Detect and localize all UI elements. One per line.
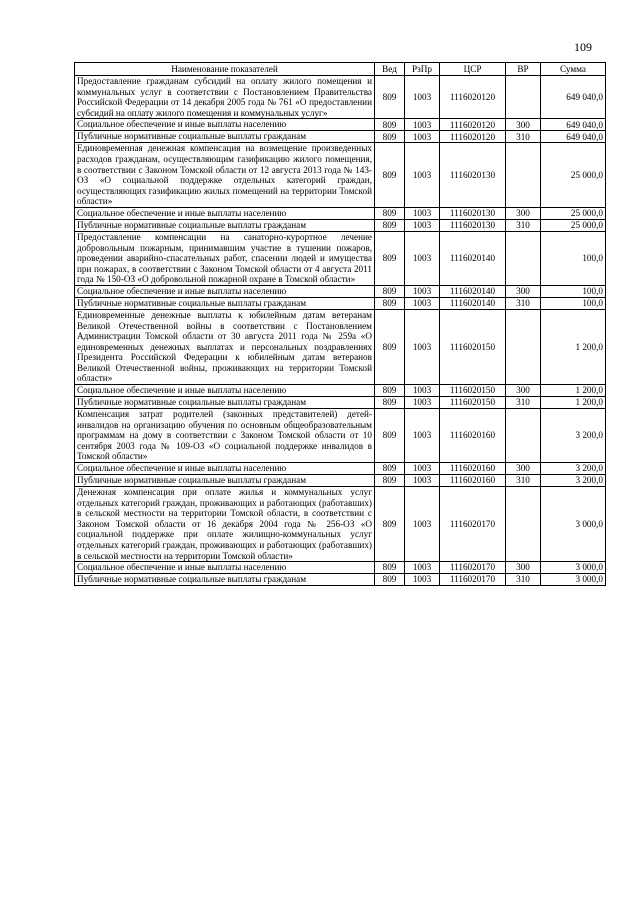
table-row xyxy=(75,207,606,219)
cell-name: Публичные нормативные социальные выплаты гражданам xyxy=(75,397,375,409)
cell-name: Единовременные денежные выплаты к юбилейным датам ветеранам Великой Отечественной войны в соответствии с Постановлением Администрации Томской области от 30 августа 2011 года № 259а «О единовременных денежных выплатах и персональных поздравлениях Президента Российской Федерации к юбилейным датам ветеранов Великой Отечественной войны, проживающих на территории Томской области» xyxy=(75,309,375,384)
cell-ved: 809 xyxy=(375,397,405,409)
table-row xyxy=(75,131,606,143)
cell-vr: 310 xyxy=(506,397,541,409)
cell-name: Публичные нормативные социальные выплаты гражданам xyxy=(75,131,375,143)
table-row xyxy=(75,463,606,475)
header-name: Наименование показателей xyxy=(75,63,375,76)
cell-rzpr: 1003 xyxy=(405,463,440,475)
budget-table xyxy=(74,62,606,586)
cell-csr: 1116020170 xyxy=(440,487,506,562)
cell-csr: 1116020170 xyxy=(440,562,506,574)
header-csr: ЦСР xyxy=(440,63,506,76)
cell-csr: 1116020130 xyxy=(440,143,506,208)
cell-sum: 100,0 xyxy=(541,231,606,285)
cell-ved: 809 xyxy=(375,143,405,208)
cell-rzpr: 1003 xyxy=(405,309,440,384)
cell-name: Социальное обеспечение и иные выплаты населению xyxy=(75,562,375,574)
cell-vr: 310 xyxy=(506,131,541,143)
table-row xyxy=(75,231,606,285)
cell-vr: 300 xyxy=(506,562,541,574)
cell-vr: 310 xyxy=(506,297,541,309)
cell-vr xyxy=(506,409,541,463)
cell-name: Публичные нормативные социальные выплаты гражданам xyxy=(75,297,375,309)
cell-sum: 3 200,0 xyxy=(541,463,606,475)
cell-sum: 3 000,0 xyxy=(541,562,606,574)
cell-ved: 809 xyxy=(375,119,405,131)
cell-ved: 809 xyxy=(375,219,405,231)
cell-ved: 809 xyxy=(375,574,405,586)
table-row xyxy=(75,219,606,231)
cell-vr: 310 xyxy=(506,475,541,487)
cell-vr xyxy=(506,309,541,384)
cell-vr xyxy=(506,487,541,562)
cell-csr: 1116020120 xyxy=(440,131,506,143)
cell-rzpr: 1003 xyxy=(405,285,440,297)
cell-rzpr: 1003 xyxy=(405,487,440,562)
cell-name: Денежная компенсация при оплате жилья и коммунальных услуг отдельных категорий граждан, проживающих и работающих (работавших) в сельской местности на территории Томской области, в соответствии с Законом Томской области от 16 декабря 2004 года № 256-ОЗ «О социальной поддержке при оплате жилищно-коммунальных услуг отдельных категорий граждан, проживающих и работающих (работавших) в сельской местности на территории Томской области» xyxy=(75,487,375,562)
table-row xyxy=(75,285,606,297)
cell-name: Компенсация затрат родителей (законных представителей) детей-инвалидов на организацию обучения по основным общеобразовательным программам на дому в соответствии с Законом Томской области от 10 сентября 2003 года № 109-ОЗ «О социальной поддержке инвалидов в Томской области» xyxy=(75,409,375,463)
header-rzpr: РзПр xyxy=(405,63,440,76)
cell-ved: 809 xyxy=(375,231,405,285)
cell-ved: 809 xyxy=(375,487,405,562)
header-sum: Сумма xyxy=(541,63,606,76)
cell-vr xyxy=(506,231,541,285)
cell-sum: 3 200,0 xyxy=(541,409,606,463)
cell-csr: 1116020170 xyxy=(440,574,506,586)
cell-sum: 649 040,0 xyxy=(541,119,606,131)
cell-name: Социальное обеспечение и иные выплаты населению xyxy=(75,207,375,219)
cell-csr: 1116020120 xyxy=(440,76,506,119)
cell-rzpr: 1003 xyxy=(405,143,440,208)
cell-ved: 809 xyxy=(375,297,405,309)
cell-rzpr: 1003 xyxy=(405,562,440,574)
cell-name: Публичные нормативные социальные выплаты гражданам xyxy=(75,219,375,231)
cell-sum: 25 000,0 xyxy=(541,143,606,208)
cell-sum: 1 200,0 xyxy=(541,309,606,384)
cell-name: Предоставление гражданам субсидий на оплату жилого помещения и коммунальных услуг в соответствии с Постановлением Правительства Российской Федерации от 14 декабря 2005 года № 761 «О предоставлении субсидий на оплату жилого помещения и коммунальных услуг» xyxy=(75,76,375,119)
table-row xyxy=(75,409,606,463)
table-row xyxy=(75,475,606,487)
table-row xyxy=(75,397,606,409)
cell-rzpr: 1003 xyxy=(405,76,440,119)
cell-rzpr: 1003 xyxy=(405,231,440,285)
cell-name: Социальное обеспечение и иные выплаты населению xyxy=(75,463,375,475)
header-row xyxy=(75,63,606,76)
cell-csr: 1116020130 xyxy=(440,219,506,231)
cell-sum: 25 000,0 xyxy=(541,219,606,231)
cell-rzpr: 1003 xyxy=(405,397,440,409)
cell-csr: 1116020130 xyxy=(440,207,506,219)
cell-rzpr: 1003 xyxy=(405,297,440,309)
cell-vr: 300 xyxy=(506,119,541,131)
table-row xyxy=(75,487,606,562)
header-vr: ВР xyxy=(506,63,541,76)
cell-csr: 1116020150 xyxy=(440,309,506,384)
cell-name: Социальное обеспечение и иные выплаты населению xyxy=(75,285,375,297)
cell-rzpr: 1003 xyxy=(405,385,440,397)
cell-sum: 25 000,0 xyxy=(541,207,606,219)
cell-sum: 1 200,0 xyxy=(541,385,606,397)
cell-vr: 300 xyxy=(506,385,541,397)
cell-vr: 310 xyxy=(506,219,541,231)
cell-name: Единовременная денежная компенсация на возмещение произведенных расходов гражданам, осуществляющим газификацию жилого помещения, в соответствии с Законом Томской области от 12 августа 2013 года № 143-ОЗ «О социальной поддержке отдельных категорий граждан, осуществляющих газификацию жилых помещений на территории Томской области» xyxy=(75,143,375,208)
cell-ved: 809 xyxy=(375,385,405,397)
cell-ved: 809 xyxy=(375,76,405,119)
cell-vr: 300 xyxy=(506,285,541,297)
cell-rzpr: 1003 xyxy=(405,574,440,586)
table-row xyxy=(75,574,606,586)
cell-vr xyxy=(506,143,541,208)
cell-name: Социальное обеспечение и иные выплаты населению xyxy=(75,385,375,397)
cell-ved: 809 xyxy=(375,562,405,574)
cell-ved: 809 xyxy=(375,207,405,219)
cell-vr: 300 xyxy=(506,463,541,475)
table-row xyxy=(75,76,606,119)
cell-csr: 1116020160 xyxy=(440,409,506,463)
cell-sum: 100,0 xyxy=(541,285,606,297)
cell-sum: 3 000,0 xyxy=(541,487,606,562)
cell-name: Публичные нормативные социальные выплаты гражданам xyxy=(75,574,375,586)
cell-rzpr: 1003 xyxy=(405,409,440,463)
cell-ved: 809 xyxy=(375,309,405,384)
cell-name: Публичные нормативные социальные выплаты гражданам xyxy=(75,475,375,487)
header-ved: Вед xyxy=(375,63,405,76)
cell-vr: 310 xyxy=(506,574,541,586)
cell-sum: 649 040,0 xyxy=(541,76,606,119)
cell-sum: 3 000,0 xyxy=(541,574,606,586)
cell-ved: 809 xyxy=(375,475,405,487)
cell-csr: 1116020150 xyxy=(440,397,506,409)
table-row xyxy=(75,119,606,131)
cell-ved: 809 xyxy=(375,409,405,463)
cell-vr: 300 xyxy=(506,207,541,219)
table-row xyxy=(75,385,606,397)
table-row xyxy=(75,309,606,384)
cell-ved: 809 xyxy=(375,463,405,475)
cell-rzpr: 1003 xyxy=(405,119,440,131)
cell-ved: 809 xyxy=(375,131,405,143)
cell-csr: 1116020140 xyxy=(440,231,506,285)
table-row xyxy=(75,143,606,208)
cell-csr: 1116020150 xyxy=(440,385,506,397)
cell-name: Социальное обеспечение и иные выплаты населению xyxy=(75,119,375,131)
cell-rzpr: 1003 xyxy=(405,219,440,231)
page-number: 109 xyxy=(574,40,592,54)
cell-vr xyxy=(506,76,541,119)
cell-csr: 1116020140 xyxy=(440,285,506,297)
cell-csr: 1116020120 xyxy=(440,119,506,131)
table-row xyxy=(75,562,606,574)
cell-rzpr: 1003 xyxy=(405,475,440,487)
cell-csr: 1116020160 xyxy=(440,463,506,475)
cell-sum: 3 200,0 xyxy=(541,475,606,487)
cell-rzpr: 1003 xyxy=(405,207,440,219)
cell-name: Предоставление компенсации на санаторно-курортное лечение добровольным пожарным, принимавшим участие в тушении пожаров, проведении аварийно-спасательных работ, спасении людей и имущества при пожарах, в соответствии с Законом Томской области от 4 августа 2011 года № 150-ОЗ «О добровольной пожарной охране в Томской области» xyxy=(75,231,375,285)
cell-csr: 1116020160 xyxy=(440,475,506,487)
cell-ved: 809 xyxy=(375,285,405,297)
cell-sum: 100,0 xyxy=(541,297,606,309)
cell-sum: 1 200,0 xyxy=(541,397,606,409)
cell-csr: 1116020140 xyxy=(440,297,506,309)
table-row xyxy=(75,297,606,309)
cell-rzpr: 1003 xyxy=(405,131,440,143)
cell-sum: 649 040,0 xyxy=(541,131,606,143)
